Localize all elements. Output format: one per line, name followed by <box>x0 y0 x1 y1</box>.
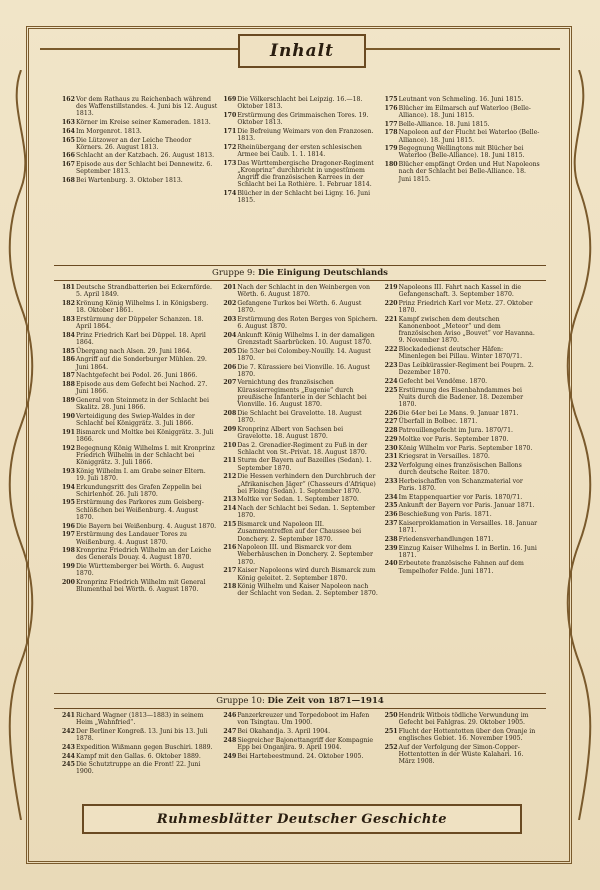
entry-number: 172 <box>223 143 237 151</box>
toc-entry <box>223 300 378 314</box>
column <box>385 96 540 206</box>
entry-number: 199 <box>62 563 75 571</box>
toc-entry <box>62 728 217 742</box>
entry-number: 243 <box>62 743 75 751</box>
entry-text: Begegnung König Wilhelms I. mit Kronprinz Friedrich Wilhelm in der Schlacht bei Königgrätz. 3. Juli 1866. <box>76 444 215 466</box>
entry-number: 212 <box>223 473 237 481</box>
entry-text: Die 64er bei Le Mans. 9. Januar 1871. <box>398 409 519 417</box>
entry-text: Schlacht an der Katzbach. 26. August 1813. <box>76 152 215 160</box>
toc-entry <box>223 426 378 440</box>
entry-text: Bismarck und Moltke bei Königgrätz. 3. Juli 1866. <box>76 428 214 443</box>
toc-entry <box>223 583 378 597</box>
toc-entry <box>223 284 378 298</box>
entry-text: Die 7. Kürassiere bei Vionville. 16. August 1870. <box>237 363 370 378</box>
entry-number: 207 <box>223 379 237 387</box>
column <box>62 96 217 206</box>
entry-text: Ankunft der Bayern vor Paris. Januar 1871. <box>398 502 535 510</box>
entry-text: Im Etappenquartier vor Paris. 1870/71. <box>398 493 523 501</box>
lower-columns <box>62 712 540 777</box>
toc-entry <box>62 137 217 151</box>
entry-text: Moltke vor Paris. September 1870. <box>398 435 509 443</box>
entry-number: 217 <box>223 567 237 575</box>
column <box>223 284 378 599</box>
toc-entry <box>223 379 378 408</box>
entry-text: Blücher in der Schlacht bei Ligny. 16. Juni 1815. <box>237 189 371 205</box>
toc-entry <box>223 457 378 471</box>
entry-text: Die Hessen verhindern den Durchbruch der „Afrikanischen Jäger“ (Chasseurs d'Afrique) bei Floing (Sedan). 1. September 1870. <box>237 473 376 495</box>
entry-number: 224 <box>384 377 398 385</box>
entry-number: 186 <box>62 356 75 364</box>
toc-entry <box>62 316 217 330</box>
entry-text: Vor dem Rathaus zu Reichenbach während des Waffenstillstandes. 4. Juni bis 12. August 1813. <box>76 96 218 118</box>
toc-entry <box>223 410 378 424</box>
entry-number: 210 <box>223 441 237 449</box>
entry-text: Erstürmung des Roten Berges von Spichern. 6. August 1870. <box>237 315 378 331</box>
entry-number: 240 <box>384 560 398 568</box>
entry-number: 180 <box>384 161 398 169</box>
entry-number: 190 <box>62 412 75 420</box>
entry-number: 233 <box>384 477 398 485</box>
entry-text: Prinz Friedrich Karl vor Metz. 27. Oktober 1870. <box>398 299 533 315</box>
entry-text: Einzug Kaiser Wilhelms I. in Berlin. 16. Juni 1871. <box>398 544 537 559</box>
entry-number: 220 <box>384 299 398 307</box>
entry-text: Napoleon III. und Bismarck vor dem Weberhäuschen in Donchery. 2. September 1870. <box>237 544 373 566</box>
entry-text: Der Berliner Kongreß. 13. Juni bis 13. Juli 1878. <box>76 727 208 743</box>
toc-entry <box>385 105 540 119</box>
entry-number: 165 <box>62 136 75 144</box>
entry-number: 200 <box>62 579 75 587</box>
toc-entry <box>385 161 540 183</box>
entry-text: Herbeischaffen von Schanzmaterial vor Paris. 1870. <box>398 477 523 493</box>
entry-text: Deutsche Strandbatterien bei Eckernförde. 5. April 1849. <box>76 284 212 299</box>
entry-number: 216 <box>223 544 237 552</box>
toc-entry <box>62 332 217 346</box>
toc-entry <box>62 96 217 118</box>
entry-text: Die Befreiung Weimars von den Franzosen. 1813. <box>237 127 374 143</box>
entry-text: Hendrik Witbois tödliche Verwundung im Gefecht bei Fahlgras. 29. Oktober 1905. <box>398 712 529 727</box>
entry-text: Angriff auf die Sonderburger Mühlen. 29. Juni 1864. <box>76 356 207 371</box>
entry-number: 228 <box>384 427 398 435</box>
toc-entry <box>223 544 378 566</box>
entry-number: 252 <box>384 743 398 751</box>
entry-text: Das Württembergische Dragoner-Regiment „Kronprinz“ durchbricht in ungestümem Angriff die französischen Karrees in der Schlacht bei La Rothière. 1. Februar 1814. <box>237 159 374 189</box>
entry-text: Moltke vor Sedan. 1. September 1870. <box>237 496 359 504</box>
entry-text: Episode aus dem Gefecht bei Nachod. 27. Juni 1866. <box>76 380 208 396</box>
toc-entry <box>62 119 217 126</box>
entry-text: Verteidigung des Swiep-Waldes in der Schlacht bei Königgrätz. 3. Juli 1866. <box>76 412 195 427</box>
entry-text: Belle-Alliance. 18. Juni 1815. <box>398 120 490 128</box>
entry-number: 174 <box>223 189 237 197</box>
entry-number: 218 <box>223 583 237 591</box>
toc-entry <box>385 96 540 103</box>
entry-number: 179 <box>384 145 398 153</box>
entry-text: Panzerkreuzer und Torpedoboot im Hafen von Tsingtau. Um 1900. <box>237 712 370 727</box>
entry-text: Die Völkerschlacht bei Leipzig. 16.—18. Oktober 1813. <box>237 96 363 111</box>
toc-entry <box>223 567 378 581</box>
entry-text: Ankunft König Wilhelms I. in der damaligen Grenzstadt Saarbrücken. 10. August 1870. <box>237 331 375 346</box>
entry-text: Sturm der Bayern auf Bazeilles (Sedan). 1. September 1870. <box>237 457 372 472</box>
entry-text: König Wilhelm und Kaiser Napoleon nach der Schlacht von Sedan. 2. September 1870. <box>237 583 378 598</box>
entry-text: Auf der Verfolgung der Simon-Copper-Hottentotten in der Wüste Kalahari. 16. März 1908. <box>398 743 524 766</box>
toc-entry <box>385 362 540 376</box>
toc-entry <box>385 478 540 492</box>
entry-text: Bismarck und Napoleon III. Zusammentreffen auf der Chaussee bei Donchery. 2. September 1870. <box>237 521 362 543</box>
toc-entry <box>223 96 378 110</box>
entry-number: 229 <box>384 435 398 443</box>
toc-entry <box>385 436 540 443</box>
entry-number: 231 <box>384 453 398 461</box>
toc-entry <box>223 160 378 189</box>
title-box <box>238 34 366 68</box>
entry-text: Siegreicher Bajonettangriff der Kompagnie Epp bei Onganjira. 9. April 1904. <box>237 736 374 751</box>
entry-number: 198 <box>62 547 75 555</box>
toc-entry <box>385 410 540 417</box>
toc-entry <box>385 121 540 128</box>
toc-entry <box>62 381 217 395</box>
toc-entry <box>223 496 378 503</box>
toc-entry <box>223 505 378 519</box>
toc-entry <box>223 128 378 142</box>
group-9-heading <box>54 265 546 281</box>
entry-text: Richard Wagner (1813—1883) in seinem Heim „Wahnfried“. <box>76 712 204 727</box>
entry-number: 173 <box>223 159 237 167</box>
entry-text: Blücher im Eilmarsch auf Waterloo (Belle-Alliance). 18. Juni 1815. <box>398 104 531 119</box>
entry-number: 202 <box>223 299 237 307</box>
toc-entry <box>223 316 378 330</box>
entry-number: 250 <box>384 712 398 719</box>
entry-number: 204 <box>223 331 237 339</box>
entry-text: Nachtgefecht bei Podol. 26. Juni 1866. <box>76 372 198 380</box>
entry-number: 238 <box>384 535 398 543</box>
entry-text: Friedensverhandlungen 1871. <box>398 535 494 543</box>
toc-entry <box>385 427 540 434</box>
toc-entry <box>62 356 217 370</box>
entry-text: Kriegsrat in Versailles. 1870. <box>398 453 490 461</box>
page-title: Inhalt <box>270 41 334 61</box>
entry-number: 169 <box>223 96 237 103</box>
entry-text: Bei Okahandja. 3. April 1904. <box>237 727 331 735</box>
entry-number: 189 <box>62 396 75 404</box>
entry-text: Patrouillengefecht im Jura. 1870/71. <box>398 427 513 435</box>
toc-entry <box>385 502 540 509</box>
right-vine-ornament <box>562 70 596 820</box>
entry-number: 244 <box>62 752 75 760</box>
entry-number: 163 <box>62 119 75 127</box>
entry-text: Im Morgenrot. 1813. <box>76 127 142 135</box>
entry-number: 215 <box>223 521 237 529</box>
toc-entry <box>385 316 540 345</box>
left-vine-ornament <box>4 70 38 820</box>
entry-text: General von Steinmetz in der Schlacht bei Skalitz. 28. Juni 1866. <box>76 396 209 412</box>
entry-number: 193 <box>62 467 75 475</box>
toc-entry <box>62 563 217 577</box>
toc-entry <box>223 332 378 346</box>
entry-text: Begegnung Wellingtons mit Blücher bei Waterloo (Belle-Alliance). 18. Juni 1815. <box>398 145 525 160</box>
entry-text: Napoleons III. Fahrt nach Kassel in die Gefangenschaft. 3. September 1870. <box>398 284 522 299</box>
entry-number: 194 <box>62 483 75 491</box>
entry-number: 164 <box>62 127 75 135</box>
toc-entry <box>385 545 540 559</box>
entry-number: 195 <box>62 499 75 507</box>
toc-entry <box>62 429 217 443</box>
entry-number: 205 <box>223 347 237 355</box>
entry-text: Bei Hartebeestmund. 24. Oktober 1905. <box>237 752 364 760</box>
toc-entry <box>385 445 540 452</box>
toc-entry <box>223 521 378 543</box>
toc-entry <box>223 753 378 760</box>
toc-entry <box>385 536 540 543</box>
group-10-name: Die Zeit von 1871—1914 <box>267 696 384 706</box>
entry-text: Erstürmung des Parkores zum Geisberg-Schlößchen bei Weißenburg. 4. August 1870. <box>76 499 204 521</box>
entry-number: 223 <box>384 362 398 370</box>
entry-number: 184 <box>62 331 75 339</box>
entry-text: Kronprinz Friedrich Wilhelm mit General Blumenthal bei Wörth. 6. August 1870. <box>76 579 206 594</box>
entry-text: Kaiserproklamation in Versailles. 18. Januar 1871. <box>398 519 538 535</box>
group-9-label: Gruppe 9: <box>212 268 256 278</box>
entry-text: Kampf mit den Gallas. 6. Oktober 1889. <box>76 752 201 760</box>
middle-columns <box>62 284 540 599</box>
toc-entry <box>223 364 378 378</box>
entry-text: Vernichtung des französischen Kürassierregiments „Eugenie“ durch preußische Infanterie in der Schlacht bei Vionville. 16. August 1870. <box>237 379 367 409</box>
column <box>62 712 217 777</box>
entry-number: 209 <box>223 425 237 433</box>
entry-text: Verfolgung eines französischen Ballons durch deutsche Reiter. 1870. <box>398 461 522 477</box>
toc-entry <box>385 520 540 534</box>
entry-text: Die Schutztruppe an die Front! 22. Juni 1900. <box>76 761 201 776</box>
entry-number: 251 <box>384 727 398 735</box>
toc-entry <box>385 462 540 476</box>
toc-entry <box>62 300 217 314</box>
entry-number: 181 <box>62 284 75 291</box>
entry-number: 162 <box>62 96 75 103</box>
group-10-heading <box>54 693 546 709</box>
entry-number: 234 <box>384 493 398 501</box>
entry-number: 232 <box>384 461 398 469</box>
toc-entry <box>62 413 217 427</box>
entry-text: Nach der Schlacht bei Sedan. 1. September 1870. <box>237 505 376 520</box>
toc-entry <box>62 579 217 593</box>
toc-entry <box>62 397 217 411</box>
toc-entry <box>385 145 540 159</box>
toc-entry <box>62 152 217 159</box>
entry-number: 176 <box>384 104 398 112</box>
entry-text: Episode aus der Schlacht bei Dennewitz. 6. September 1813. <box>76 161 213 176</box>
toc-entry <box>385 453 540 460</box>
entry-number: 182 <box>62 299 75 307</box>
column <box>223 712 378 777</box>
entry-number: 213 <box>223 496 237 504</box>
toc-entry <box>385 744 540 766</box>
toc-entry <box>62 468 217 482</box>
entry-number: 222 <box>384 346 398 354</box>
entry-number: 177 <box>384 120 398 128</box>
toc-entry <box>385 712 540 726</box>
toc-entry <box>62 547 217 561</box>
entry-number: 242 <box>62 727 75 735</box>
entry-number: 221 <box>384 315 398 323</box>
entry-number: 206 <box>223 363 237 371</box>
entry-text: Kampf zwischen dem deutschen Kanonenboot „Meteor“ und dem französischen Aviso „Bouvet“ vor Havanna. 9. November 1870. <box>398 315 535 345</box>
toc-entry <box>223 112 378 126</box>
entry-number: 178 <box>384 129 398 137</box>
entry-text: Die 53er bei Colombey-Nouilly. 14. August 1870. <box>237 347 371 362</box>
toc-entry <box>385 511 540 518</box>
entry-number: 166 <box>62 152 75 160</box>
group-9-name: Die Einigung Deutschlands <box>257 268 388 278</box>
toc-entry <box>62 372 217 379</box>
entry-number: 214 <box>223 505 237 513</box>
entry-text: Überfall in Bolbec. 1871. <box>398 418 478 426</box>
entry-text: Erstürmung des Grimmaischen Tores. 19. Oktober 1813. <box>237 111 369 127</box>
toc-entry <box>62 523 217 530</box>
entry-text: Erstürmung des Eisenbahndammes bei Nuits durch die Badener. 18. Dezember 1870. <box>398 386 524 409</box>
entry-number: 191 <box>62 428 75 436</box>
toc-entry <box>62 499 217 521</box>
toc-entry <box>62 531 217 545</box>
toc-entry <box>223 737 378 751</box>
toc-entry <box>62 284 217 298</box>
toc-entry <box>385 387 540 409</box>
entry-text: Blockadedienst deutscher Häfen: Minenlegen bei Pillau. Winter 1870/71. <box>398 346 523 361</box>
entry-number: 225 <box>384 386 398 394</box>
entry-text: Die Bayern bei Weißenburg. 4. August 1870. <box>76 522 217 530</box>
entry-text: König Wilhelm I. am Grabe seiner Eltern. 19. Juli 1870. <box>76 467 206 482</box>
entry-number: 185 <box>62 347 75 355</box>
banner-text: Ruhmesblätter Deutscher Geschichte <box>156 811 448 827</box>
group-10-label: Gruppe 10: <box>216 696 265 706</box>
entry-number: 219 <box>384 284 398 291</box>
toc-entry <box>223 728 378 735</box>
bottom-banner <box>82 804 522 834</box>
entry-text: Erstürmung des Landauer Tores zu Weißenburg. 4. August 1870. <box>76 531 187 546</box>
column <box>385 284 540 599</box>
toc-entry <box>385 378 540 385</box>
entry-number: 247 <box>223 727 237 735</box>
entry-number: 226 <box>384 409 398 417</box>
toc-entry <box>385 494 540 501</box>
toc-entry <box>62 484 217 498</box>
entry-text: Übergang nach Alsen. 29. Juni 1864. <box>76 347 192 355</box>
entry-number: 170 <box>223 111 237 119</box>
toc-entry <box>223 442 378 456</box>
entry-number: 192 <box>62 444 75 452</box>
entry-number: 167 <box>62 161 75 169</box>
toc-entry <box>385 560 540 574</box>
entry-text: Die Schlacht bei Gravelotte. 18. August 1870. <box>237 409 362 424</box>
column <box>62 284 217 599</box>
entry-number: 239 <box>384 544 398 552</box>
entry-text: Gefecht bei Vendôme. 1870. <box>398 377 488 385</box>
entry-text: Bei Wartenburg. 3. Oktober 1813. <box>76 177 183 185</box>
toc-entry <box>223 712 378 726</box>
entry-number: 230 <box>384 444 398 452</box>
entry-number: 168 <box>62 177 75 185</box>
entry-number: 245 <box>62 761 75 769</box>
entry-text: Kronprinz Albert von Sachsen bei Gravelotte. 18. August 1870. <box>237 425 344 440</box>
entry-text: Das 2. Grenadier-Regiment zu Fuß in der Schlacht von St.-Privat. 18. August 1870. <box>237 441 368 456</box>
column <box>385 712 540 777</box>
entry-text: Die Lützower an der Leiche Theodor Körners. 26. August 1813. <box>76 136 192 151</box>
entry-number: 188 <box>62 380 75 388</box>
entry-text: Kaiser Napoleons wird durch Bismarck zum König geleitet. 2. September 1870. <box>237 567 376 582</box>
toc-entry <box>385 418 540 425</box>
entry-text: Krönung König Wilhelms I. in Königsberg. 18. Oktober 1861. <box>76 299 209 315</box>
entry-number: 197 <box>62 531 75 539</box>
toc-entry <box>62 161 217 175</box>
toc-entry <box>385 728 540 742</box>
toc-entry <box>62 753 217 760</box>
top-columns <box>62 96 540 206</box>
entry-number: 171 <box>223 127 237 135</box>
title-rule-right <box>362 48 560 50</box>
title-rule-left <box>40 48 238 50</box>
entry-number: 208 <box>223 409 237 417</box>
entry-number: 246 <box>223 712 237 719</box>
entry-text: Die Württemberger bei Wörth. 6. August 1870. <box>76 563 204 578</box>
entry-number: 175 <box>384 96 398 103</box>
toc-entry <box>385 300 540 314</box>
toc-entry <box>62 445 217 467</box>
toc-entry <box>385 346 540 360</box>
entry-text: Prinz Friedrich Karl bei Düppel. 18. April 1864. <box>76 331 206 346</box>
entry-text: Erbeutete französische Fahnen auf dem Tempelhofer Felde. Juni 1871. <box>398 560 524 575</box>
entry-text: Erstürmung der Düppeler Schanzen. 18. April 1864. <box>76 315 204 331</box>
entry-number: 196 <box>62 522 75 530</box>
entry-text: Erkundungsritt des Grafen Zeppelin bei Schirlenhof. 26. Juli 1870. <box>76 483 202 498</box>
entry-number: 211 <box>223 457 237 465</box>
entry-text: Nach der Schlacht in den Weinbergen von Wörth. 6. August 1870. <box>237 284 371 299</box>
column <box>223 96 378 206</box>
entry-number: 237 <box>384 519 398 527</box>
toc-entry <box>223 348 378 362</box>
entry-text: Flucht der Hottentotten über den Oranje in englisches Gebiet. 16. November 1905. <box>398 727 536 743</box>
toc-entry <box>223 190 378 204</box>
toc-entry <box>62 177 217 184</box>
entry-text: Körner im Kreise seiner Kameraden. 1813. <box>76 119 211 127</box>
entry-text: Blücher empfängt Orden und Hut Napoleons nach der Schlacht bei Belle-Alliance. 18. Juni 1815. <box>398 161 540 183</box>
entry-number: 235 <box>384 502 398 510</box>
entry-text: Gefangene Turkos bei Wörth. 6. August 1870. <box>237 299 362 315</box>
entry-text: Napoleon auf der Flucht bei Waterloo (Belle-Alliance). 18. Juni 1815. <box>398 129 540 144</box>
toc-entry <box>62 128 217 135</box>
entry-number: 248 <box>223 736 237 744</box>
toc-entry <box>223 473 378 495</box>
entry-number: 249 <box>223 752 237 760</box>
entry-text: Leutnant von Schmeling. 16. Juni 1815. <box>398 96 524 103</box>
toc-entry <box>62 761 217 775</box>
entry-number: 227 <box>384 418 398 426</box>
toc-entry <box>385 129 540 143</box>
entry-number: 183 <box>62 315 75 323</box>
entry-number: 236 <box>384 511 398 519</box>
toc-entry <box>62 744 217 751</box>
entry-text: Rheinübergang der ersten schlesischen Armee bei Caub. 1. 1. 1814. <box>237 143 362 158</box>
entry-text: Das Leibkürassier-Regiment bei Pouprn. 2. Dezember 1870. <box>398 362 534 377</box>
toc-entry <box>385 284 540 298</box>
toc-entry <box>62 712 217 726</box>
entry-text: Expedition Wißmann gegen Buschiri. 1889. <box>76 743 213 751</box>
entry-text: Kronprinz Friedrich Wilhelm an der Leiche des Generals Douay. 4. August 1870. <box>76 547 212 562</box>
entry-number: 187 <box>62 372 75 380</box>
entry-text: Beschießung von Paris. 1871. <box>398 511 492 519</box>
entry-text: König Wilhelm vor Paris. September 1870. <box>398 444 533 452</box>
toc-entry <box>223 144 378 158</box>
entry-number: 203 <box>223 315 237 323</box>
entry-number: 241 <box>62 712 75 719</box>
toc-entry <box>62 348 217 355</box>
entry-number: 201 <box>223 284 237 291</box>
